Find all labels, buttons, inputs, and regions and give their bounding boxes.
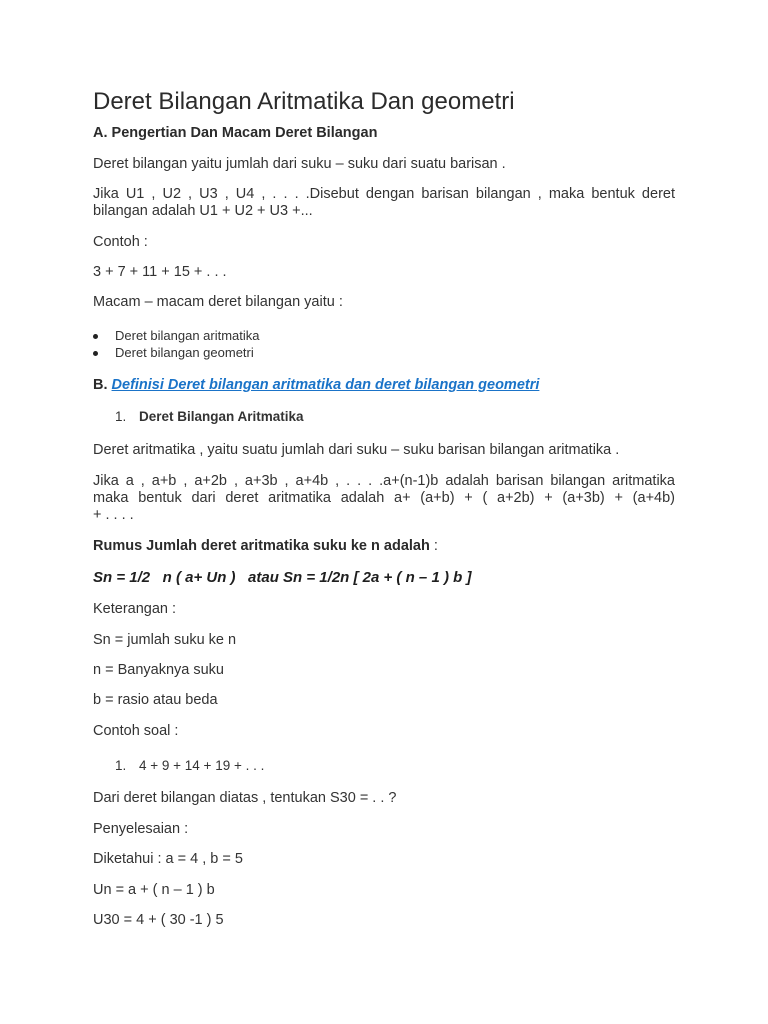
section-b-link[interactable]: Definisi Deret bilangan aritmatika dan deret bilangan geometri [111, 377, 540, 393]
bullet-text: Deret bilangan aritmatika [115, 328, 260, 343]
bullet-item [115, 328, 260, 343]
numbered-heading [115, 409, 304, 424]
section-a-paragraph-2 [93, 186, 675, 220]
list-number: 1. [115, 409, 127, 424]
bullet-item [115, 345, 254, 360]
section-a-paragraph-2-line-1: Jika U1 , U2 , U3 , U4 , . . . .Disebut dengan barisan bilangan , maka bentuk deret [93, 186, 675, 202]
keterangan-item: Sn = jumlah suku ke n [93, 632, 237, 648]
rumus-heading [93, 538, 675, 555]
penyelesaian-label: Penyelesaian : [93, 821, 189, 837]
rumus-heading-text: Rumus Jumlah deret aritmatika suku ke n adalah [93, 538, 430, 554]
solution-step: U30 = 4 + ( 30 -1 ) 5 [93, 912, 224, 928]
section-a-paragraph-1: Deret bilangan yaitu jumlah dari suku – suku dari suatu barisan . [93, 156, 506, 172]
section-b-paragraph-2 [93, 473, 675, 524]
soal-text: 4 + 9 + 14 + 19 + . . . [139, 758, 265, 773]
section-a-paragraph-2-line-2: bilangan adalah U1 + U2 + U3 +... [93, 203, 313, 219]
keterangan-item: n = Banyaknya suku [93, 662, 224, 678]
solution-step: Diketahui : a = 4 , b = 5 [93, 851, 243, 867]
bullet-dot-icon [93, 334, 98, 339]
rumus-heading-colon: : [429, 538, 438, 554]
bullet-text: Deret bilangan geometri [115, 345, 254, 360]
section-b-prefix: B. [93, 377, 108, 393]
section-b-paragraph-2-line-3: + . . . . [93, 507, 134, 523]
section-b-paragraph-1: Deret aritmatika , yaitu suatu jumlah dari suku – suku barisan bilangan aritmatika . [93, 442, 620, 458]
page-title: Deret Bilangan Aritmatika Dan geometri [93, 88, 515, 115]
keterangan-item: b = rasio atau beda [93, 692, 218, 708]
contoh-soal-label: Contoh soal : [93, 723, 179, 739]
list-number: 1. [115, 758, 127, 773]
question: Dari deret bilangan diatas , tentukan S30 = . . ? [93, 790, 397, 806]
section-b-heading [93, 377, 675, 394]
macam-intro: Macam – macam deret bilangan yaitu : [93, 294, 343, 310]
contoh-value: 3 + 7 + 11 + 15 + . . . [93, 264, 227, 280]
section-a-heading: A. Pengertian Dan Macam Deret Bilangan [93, 125, 378, 141]
solution-step: Un = a + ( n – 1 ) b [93, 882, 215, 898]
bullet-dot-icon [93, 351, 98, 356]
formula: Sn = 1/2 n ( a+ Un ) atau Sn = 1/2n [ 2a + ( n – 1 ) b ] [93, 569, 472, 586]
soal-item [115, 758, 264, 773]
section-b-paragraph-2-line-2: maka bentuk dari deret aritmatika adalah a+ (a+b) + ( a+2b) + (a+3b) + (a+4b) [93, 490, 675, 506]
contoh-label: Contoh : [93, 234, 148, 250]
numbered-heading-text: Deret Bilangan Aritmatika [139, 409, 304, 424]
keterangan-label: Keterangan : [93, 601, 177, 617]
section-b-paragraph-2-line-1: Jika a , a+b , a+2b , a+3b , a+4b , . . . .a+(n-1)b adalah barisan bilangan aritmatika [93, 473, 675, 489]
